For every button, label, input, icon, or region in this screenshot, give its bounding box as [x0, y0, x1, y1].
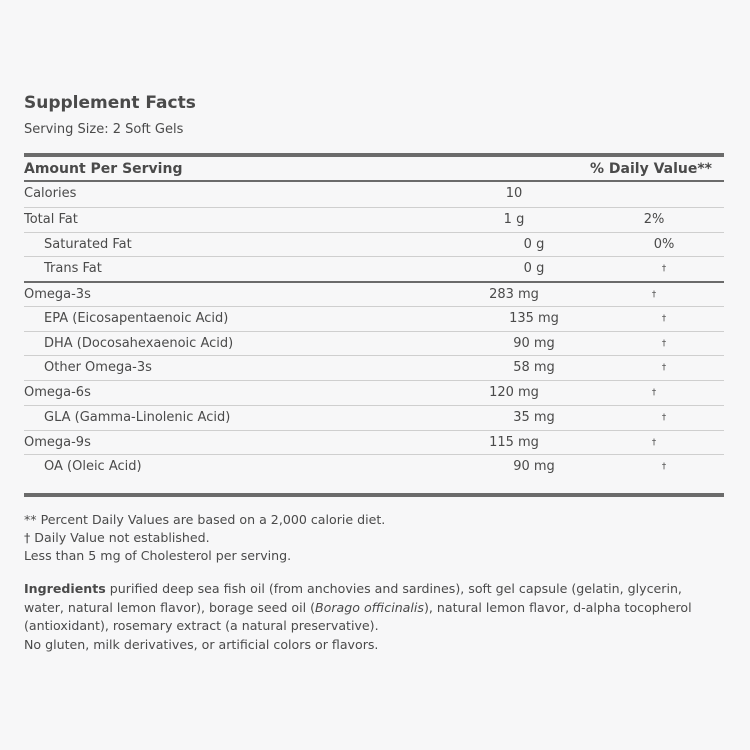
table-row [24, 430, 724, 455]
nutrient-dv: † [661, 313, 667, 324]
nutrient-name: Trans Fat [44, 261, 102, 277]
table-row [24, 207, 724, 232]
nutrient-dv: † [651, 388, 657, 398]
nutrient-name: Omega-6s [24, 385, 91, 400]
nutrient-dv: † [661, 462, 667, 473]
table-row [24, 405, 724, 430]
facts-table [24, 153, 724, 497]
nutrient-amount: 58 mg [513, 360, 555, 376]
table-row [24, 281, 724, 306]
nutrient-name: GLA (Gamma-Linolenic Acid) [44, 409, 231, 425]
nutrient-dv: † [661, 338, 667, 349]
nutrient-dv [584, 182, 724, 207]
nutrient-amount: 90 mg [513, 459, 555, 475]
nutrient-amount: 90 mg [513, 335, 555, 351]
footnotes [24, 511, 724, 565]
nutrient-dv: 0% [653, 236, 675, 252]
panel-title: Supplement Facts [24, 93, 196, 113]
table-row [24, 380, 724, 405]
nutrient-name: Omega-3s [24, 287, 91, 302]
nutrient-dv: † [661, 363, 667, 374]
nutrient-name: Omega-9s [24, 434, 91, 450]
nutrient-dv: † [661, 264, 667, 275]
footnote-cholesterol: Less than 5 mg of Cholesterol per serving. [24, 548, 292, 563]
nutrient-name: Saturated Fat [44, 236, 132, 252]
nutrient-amount: 135 mg [509, 310, 559, 326]
table-header [24, 157, 724, 182]
table-row [24, 454, 724, 479]
ingredients-text-after: ), natural lemon flavor, d-alpha tocopherol (antioxidant), rosemary extract (a natural preservative). [24, 599, 692, 633]
ingredients-block [24, 580, 724, 654]
nutrient-name: OA (Oleic Acid) [44, 459, 142, 475]
nutrient-amount: 120 mg [489, 385, 539, 400]
nutrient-name: EPA (Eicosapentaenoic Acid) [44, 310, 229, 326]
ingredients-label: Ingredients [24, 581, 106, 596]
nutrient-amount: 283 mg [489, 287, 539, 302]
nutrient-amount: 1 g [503, 211, 525, 227]
footnote-not-established: † Daily Value not established. [24, 530, 210, 545]
nutrient-amount: 115 mg [489, 434, 539, 450]
nutrient-dv: 2% [643, 211, 665, 227]
nutrient-name: Other Omega-3s [44, 360, 152, 376]
nutrient-amount: 0 g [523, 236, 545, 252]
table-row [24, 256, 724, 281]
header-amount: Amount Per Serving [24, 161, 183, 177]
table-row [24, 355, 724, 380]
nutrient-dv: † [651, 437, 657, 448]
ingredients-italic: Borago officinalis [315, 599, 424, 615]
nutrient-amount: 10 [505, 186, 523, 201]
free-from-statement: No gluten, milk derivatives, or artificial colors or flavors. [24, 636, 379, 652]
table-row [24, 331, 724, 356]
nutrient-dv: † [661, 412, 667, 423]
nutrient-amount: 0 g [523, 261, 545, 277]
table-row [24, 306, 724, 331]
ingredients-text [24, 580, 724, 636]
supplement-facts-panel [24, 90, 724, 654]
table-row [24, 182, 724, 207]
serving-size: Serving Size: 2 Soft Gels [24, 122, 184, 137]
header-daily-value: % Daily Value** [590, 161, 712, 177]
nutrient-dv: † [651, 290, 657, 300]
nutrient-name: DHA (Docosahexaenoic Acid) [44, 335, 234, 351]
ingredients-text-before: purified deep sea fish oil (from anchovies and sardines), soft gel capsule (gelatin, glycerin, water, natural lemon flavor), borage seed oil ( [24, 581, 682, 615]
table-row [24, 232, 724, 257]
nutrient-amount: 35 mg [513, 409, 555, 425]
nutrient-name: Calories [24, 186, 77, 201]
nutrient-name: Total Fat [24, 211, 78, 227]
footnote-dv-basis: ** Percent Daily Values are based on a 2,000 calorie diet. [24, 512, 386, 527]
